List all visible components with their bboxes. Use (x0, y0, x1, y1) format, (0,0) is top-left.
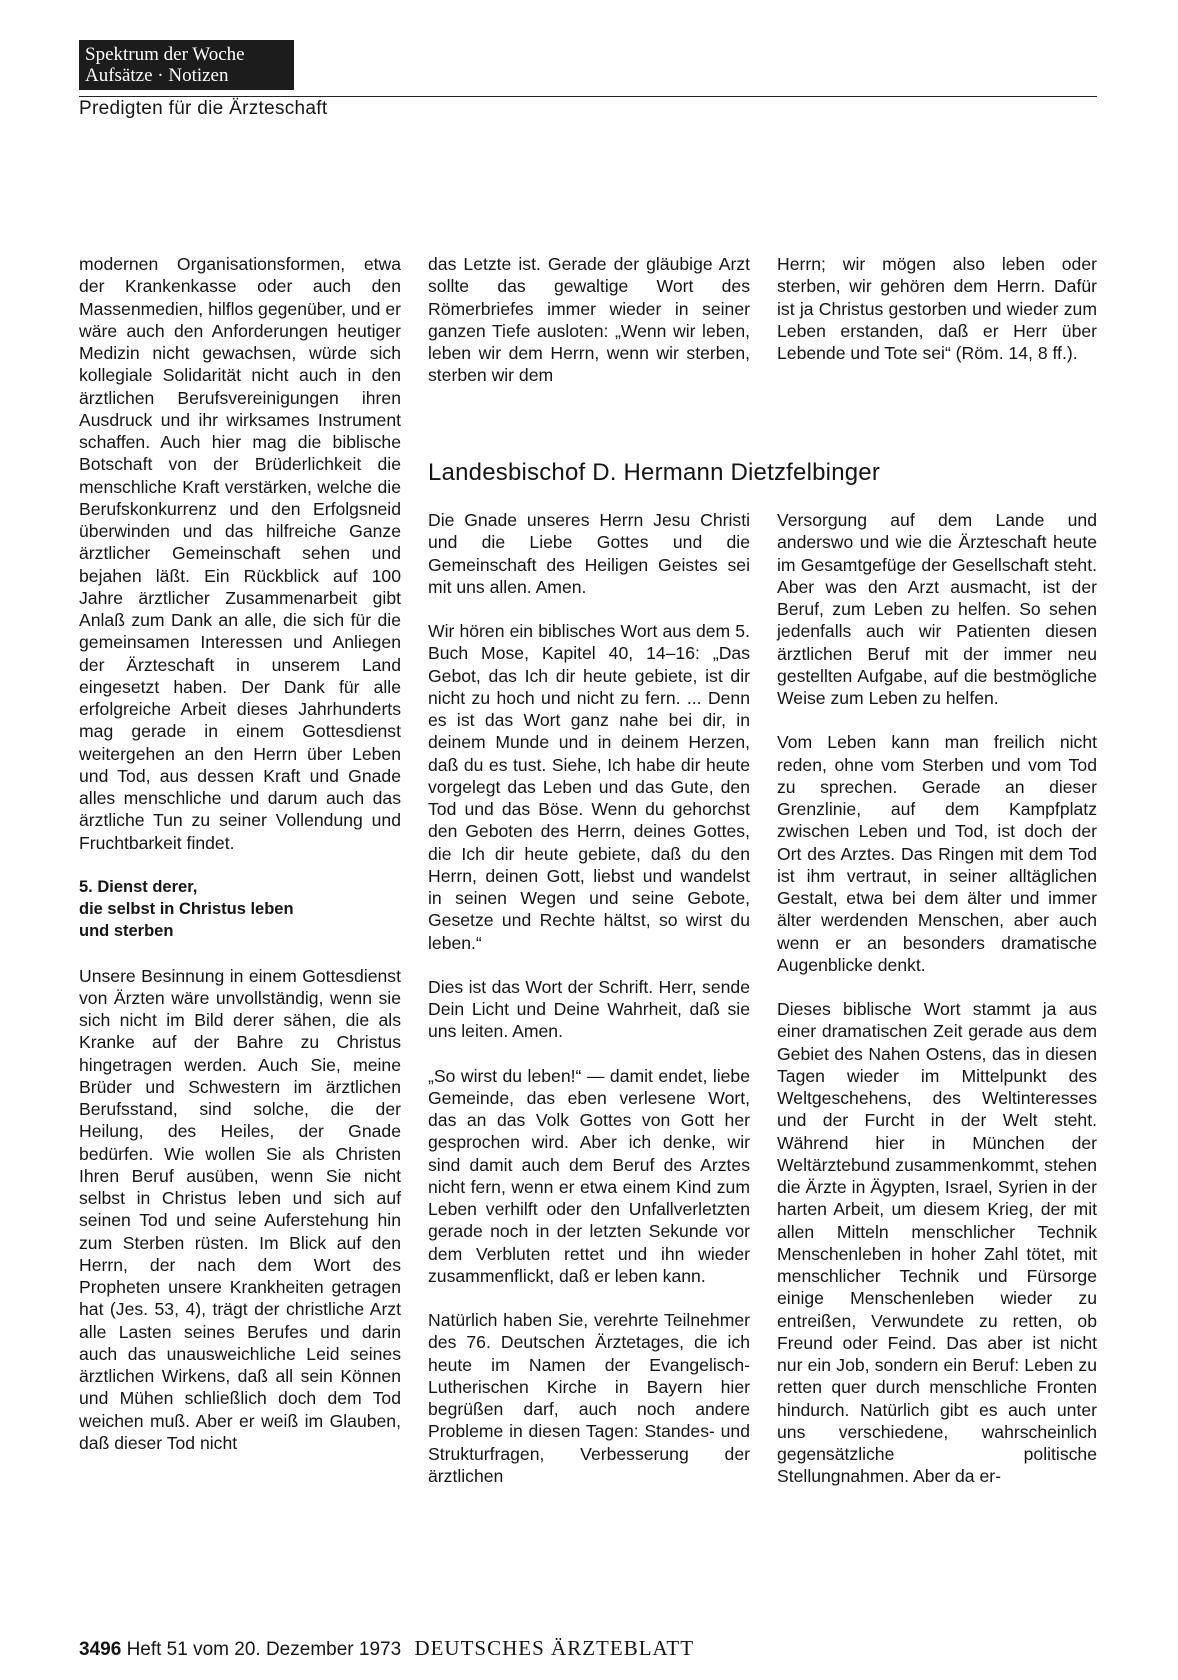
section-label-line1: Spektrum der Woche (85, 44, 245, 65)
journal-name: DEUTSCHES ÄRZTEBLATT (414, 1636, 695, 1660)
paragraph: Dies ist das Wort der Schrift. Herr, sende Dein Licht und Deine Wahrheit, daß sie uns leiten. Amen. (428, 976, 750, 1042)
paragraph: Dieses biblische Wort stammt ja aus einer dramatischen Zeit gerade aus dem Gebiet des Nahen Ostens, das in diesen Tagen wieder im Mittelpunkt des Weltgeschehens, des Weltinteresses und der Furcht in der Welt steht. Während hier in München der Weltärztebund zusammenkommt, stehen die Ärzte in Ägypten, Israel, Syrien in der harten Arbeit, um diesem Krieg, der mit allen Mitteln menschlicher Technik Menschenleben in hoher Zahl tötet, mit menschlicher Technik und Fürsorge einige Menschenleben wieder zu entreißen, Verwundete zu retten, ob Freund oder Feind. Das aber ist nicht nur ein Job, sondern ein Beruf: Leben zu retten quer durch menschliche Fronten hindurch. Natürlich gibt es auch unter uns verschiedene, wahrscheinlich gegensätzliche politische Stellungnahmen. Aber da er- (777, 999, 1097, 1487)
paragraph: das Letzte ist. Gerade der gläubige Arzt sollte das gewaltige Wort des Römerbriefes immer wieder in seiner ganzen Tiefe ausloten: „Wenn wir leben, leben wir dem Herrn, wenn wir sterben, sterben wir dem (428, 254, 750, 386)
sermon-heading: Landesbischof D. Hermann Dietzfelbinger (428, 459, 881, 486)
paragraph: modernen Organisationsformen, etwa der Krankenkasse oder auch den Massenmedien, hilflos gegenüber, und er wäre auch den Anforderungen heutiger Medizin nicht gewachsen, würde sich kollegiale Solidarität nicht auch in den ärztlichen Berufsvereinigungen ihren Ausdruck und ihr wirksames Instrument schaffen. Auch hier mag die biblische Botschaft von der Brüderlichkeit die menschliche Kraft verstärken, welche die Berufskonkurrenz und den Erfolgsneid überwinden und das hilfreiche Ganze ärztlicher Gemeinschaft sehen und bejahen läßt. Ein Rückblick auf 100 Jahre ärztlicher Zusammenarbeit gibt Anlaß zum Dank an alle, die sich für die gemeinsamen Interessen und Anliegen der Ärzteschaft in unserem Land eingesetzt haben. Der Dank für alle erfolgreiche Arbeit dieses Jahrhunderts mag gerade in einem Gottesdienst weitergehen an den Herrn über Leben und Tod, aus dessen Kraft und Gnade alles menschliche und darum auch das ärztliche Tun zu seiner Vollendung und Fruchtbarkeit findet. (79, 254, 401, 853)
paragraph: Unsere Besinnung in einem Gottesdienst von Ärzten wäre unvollständig, wenn sie sich nicht im Bild derer sähen, die als Kranke auf der Bahre zu Christus hingetragen werden. Auch Sie, meine Brüder und Schwestern im ärztlichen Berufsstand, sind solche, die der Heilung, des Heiles, der Gnade bedürfen. Wie wollen Sie als Christen Ihren Beruf ausüben, wenn Sie nicht selbst in Christus leben und sich auf seinen Tod und seine Auferstehung hin zum Sterben rüsten. Im Blick auf den Herrn, der nach dem Wort des Propheten unsere Krankheiten getragen hat (Jes. 53, 4), trägt der christliche Arzt alle Lasten seines Berufes und darin auch das unausweichliche Leid seines ärztlichen Wirkens, daß all sein Können und Mühen schließlich doch dem Tod weichen muß. Aber er weiß im Glauben, daß dieser Tod nicht (79, 965, 401, 1453)
paragraph: Herrn; wir mögen also leben oder sterben, wir gehören dem Herrn. Dafür ist ja Christus gestorben und wieder zum Leben erstanden, daß er Herr über Lebende und Tote sei“ (Röm. 14, 8 ff.). (777, 254, 1097, 363)
section-label-line2: Aufsätze · Notizen (85, 65, 229, 86)
header-rule (79, 96, 1097, 97)
text-column-2 (428, 509, 750, 1487)
issue-info: Heft 51 vom 20. Dezember 1973 (126, 1639, 402, 1660)
text-column-3-top (777, 253, 1097, 364)
paragraph: Natürlich haben Sie, verehrte Teilnehmer des 76. Deutschen Ärztetages, die ich heute im Namen der Evangelisch-Lutherischen Kirche in Bayern hier begrüßen darf, auch noch andere Probleme in diesen Tagen: Standes- und Strukturfragen, Verbesserung der ärztlichen (428, 1310, 750, 1486)
paragraph: Wir hören ein biblisches Wort aus dem 5. Buch Mose, Kapitel 40, 14–16: „Das Gebot, das Ich dir heute gebiete, ist dir nicht zu hoch und nicht zu fern. ... Denn es ist das Wort ganz nahe bei dir, in deinem Munde und in deinem Herzen, daß du es tust. Siehe, Ich habe dir heute vorgelegt das Leben und das Gute, den Tod und das Böse. Wenn du gehorchst den Geboten des Herrn, deines Gottes, die Ich dir heute gebiete, daß du den Herrn, deinen Gott, liebst und wandelst in seinen Wegen und seine Gebote, Gesetze und Rechte hältst, so wirst du leben.“ (428, 621, 750, 953)
text-column-3 (777, 509, 1097, 1488)
text-column-1 (79, 253, 401, 1454)
paragraph: Die Gnade unseres Herrn Jesu Christi und die Liebe Gottes und die Gemeinschaft des Heiligen Geistes sei mit uns allen. Amen. (428, 510, 750, 597)
paragraph: Versorgung auf dem Lande und anderswo und wie die Ärzteschaft heute im Gesamtgefüge der Gesellschaft steht. Aber was den Arzt ausmacht, ist der Beruf, zum Leben zu helfen. So sehen jedenfalls auch wir Patienten diesen ärztlichen Beruf mit der immer neu gestellten Aufgabe, auf die bestmögliche Weise zum Leben zu helfen. (777, 510, 1097, 708)
text-column-2-top (428, 253, 750, 387)
page-footer (79, 1636, 694, 1661)
subheading: 5. Dienst derer, die selbst in Christus leben und sterben (79, 877, 294, 941)
section-label-box (79, 40, 294, 90)
paragraph: Vom Leben kann man freilich nicht reden, ohne vom Sterben und vom Tod zu sprechen. Gerade an dieser Grenzlinie, auf dem Kampfplatz zwischen Leben und Tod, ist doch der Ort des Arztes. Das Ringen mit dem Tod ist ihm vertraut, in seiner alltäglichen Gestalt, etwa bei dem älter und immer älter werdenden Menschen, aber auch wenn er an besonders dramatische Augenblicke denkt. (777, 732, 1097, 975)
paragraph: „So wirst du leben!“ — damit endet, liebe Gemeinde, das eben verlesene Wort, das an das Volk Gottes von Gott her gesprochen wird. Aber ich denke, wir sind damit auch dem Beruf des Arztes nicht fern, wenn er etwa einem Kind zum Leben verhilft oder den Unfallverletzten gerade noch in der letzten Sekunde vor dem Verbluten rettet und ihn wieder zusammenflickt, daß er leben kann. (428, 1065, 750, 1286)
page-number: 3496 (79, 1639, 122, 1660)
section-title: Predigten für die Ärzteschaft (79, 98, 328, 119)
